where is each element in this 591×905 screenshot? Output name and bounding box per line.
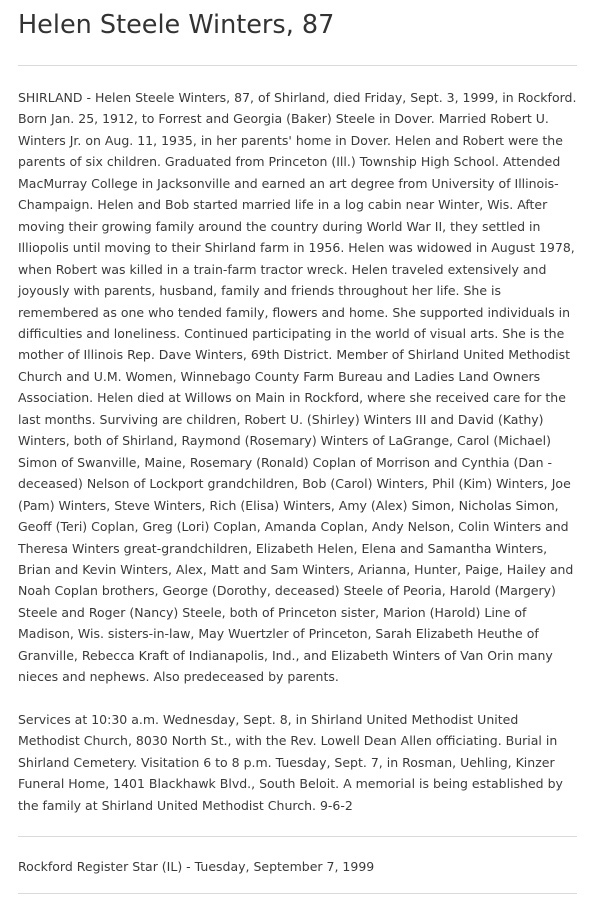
footer-divider: [18, 893, 577, 894]
obituary-paragraph-services: Services at 10:30 a.m. Wednesday, Sept. 8, in Shirland United Methodist United Methodist Church, 8030 North St., with the Rev. Lowell Dean Allen officiating. Burial in Shirland Cemetery. Visitation 6 to 8 p.m. Tuesday, Sept. 7, in Rosman, Uehling, Kinzer Funeral Home, 1401 Blackhawk Blvd., South Beloit. A memorial is being established by the family at Shirland United Methodist Church. 9-6-2: [18, 711, 563, 813]
source-citation: Rockford Register Star (IL) - Tuesday, September 7, 1999: [18, 858, 375, 874]
obituary-paragraph-main: SHIRLAND - Helen Steele Winters, 87, of Shirland, died Friday, Sept. 3, 1999, in Rockford. Born Jan. 25, 1912, to Forrest and Georgia (Baker) Steele in Dover. Married Robert U. Winters Jr. on Aug. 11, 1935, in her parents' home in Dover. Helen and Robert were the parents of six children. Graduated from Princeton (Ill.) Township High School. Attended MacMurray College in Jacksonville and earned an art degree from University of Illinois-Champaign. Helen and Bob started married life in a log cabin near Winter, Wis. After moving their growing family around the country during World War II, they settled in Illiopolis until moving to their Shirland farm in 1956. Helen was widowed in August 1978, when Robert was killed in a train-farm tractor wreck. Helen traveled extensively and joyously with parents, husband, family and friends throughout her life. She is remembered as one who tended family, flowers and home. She supported individuals in difficulties and loneliness. Continued participating in the world of visual arts. She is the mother of Illinois Rep. Dave Winters, 69th District. Member of Shirland United Methodist Church and U.M. Women, Winnebago County Farm Bureau and Ladies Land Owners Association. Helen died at Willows on Main in Rockford, where she received care for the last months. Surviving are children, Robert U. (Shirley) Winters III and David (Kathy) Winters, both of Shirland, Raymond (Rosemary) Winters of LaGrange, Carol (Michael) Simon of Swanville, Maine, Rosemary (Ronald) Coplan of Morrison and Cynthia (Dan - deceased) Nelson of Lockport grandchildren, Bob (Carol) Winters, Phil (Kim) Winters, Joe (Pam) Winters, Steve Winters, Rich (Elisa) Winters, Amy (Alex) Simon, Nicholas Simon, Geoff (Teri) Coplan, Greg (Lori) Coplan, Amanda Coplan, Andy Nelson, Colin Winters and Theresa Winters great-grandchildren, Elizabeth Helen, Elena and Samantha Winters, Brian and Kevin Winters, Alex, Matt and Sam Winters, Arianna, Hunter, Paige, Hailey and Noah Coplan brothers, George (Dorothy, deceased) Steele of Peoria, Harold (Margery) Steele and Roger (Nancy) Steele, both of Princeton sister, Marion (Harold) Line of Madison, Wis. sisters-in-law, May Wuertzler of Princeton, Sarah Elizabeth Heuthe of Granville, Rebecca Kraft of Indianapolis, Ind., and Elizabeth Winters of Van Orin many nieces and nephews. Also predeceased by parents.: [18, 90, 577, 685]
body-divider: [18, 836, 577, 837]
title-divider: [18, 65, 577, 66]
page-title: Helen Steele Winters, 87: [18, 10, 335, 40]
